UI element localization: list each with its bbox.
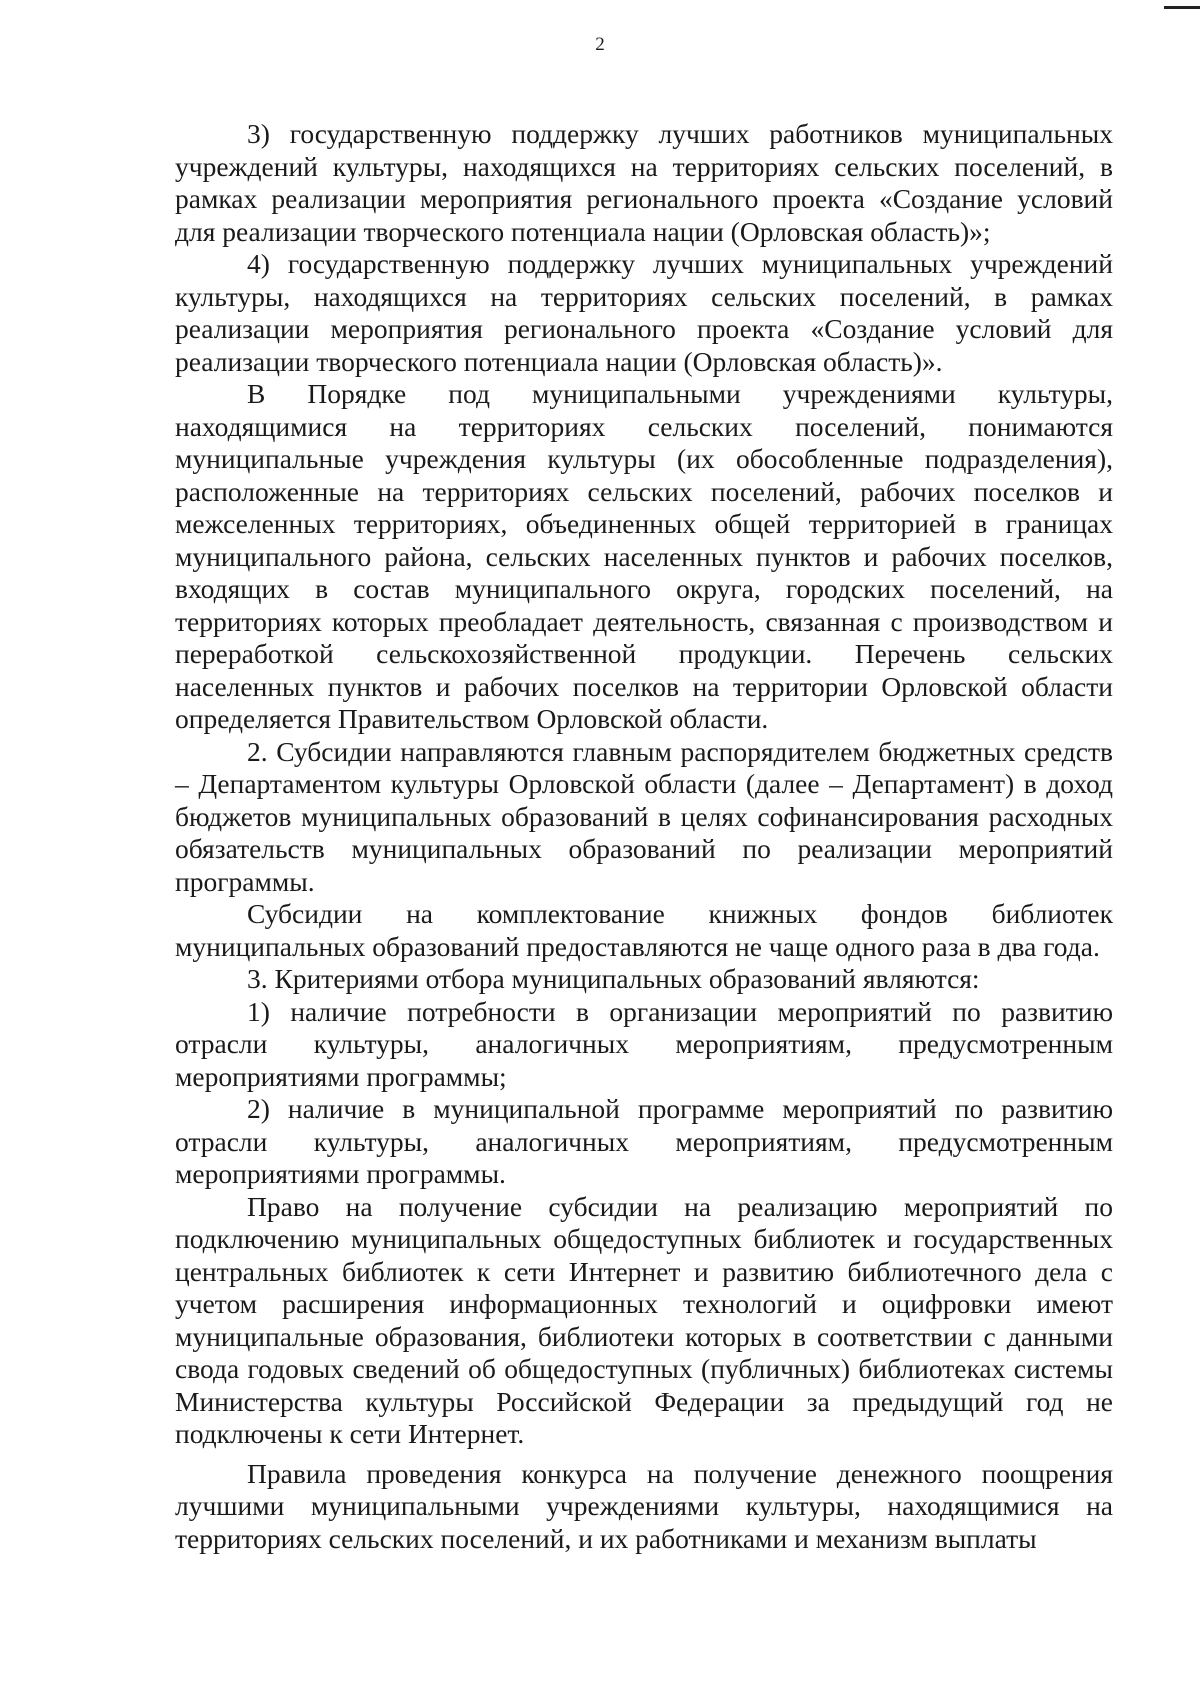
paragraph-section-2: 2. Субсидии направляются главным распорядителем бюджетных средств – Департаментом культуры Орловской области (далее – Департамент) в доход бюджетов муниципальных образований в целях софинансирования расходных обязательств муниципальных образований по реализации мероприятий программы. (175, 735, 1113, 897)
scan-edge-mark (1164, 6, 1200, 9)
paragraph-internet-right: Право на получение субсидии на реализацию мероприятий по подключению муниципальных общедоступных библиотек и государственных центральных библиотек к сети Интернет и развитию библиотечного дела с учетом расширения информационных технологий и оцифровки имеют муниципальные образования, библиотеки которых в соответствии с данными свода годовых сведений об общедоступных (публичных) библиотеках системы Министерства культуры Российской Федерации за предыдущий год не подключены к сети Интернет. (175, 1190, 1113, 1449)
page-number: 2 (595, 34, 605, 55)
paragraph-contest-rules: Правила проведения конкурса на получение денежного поощрения лучшими муниципальными учреждениями культуры, находящимися на территориях сельских поселений, и их работниками и механизм выплаты (175, 1457, 1113, 1554)
paragraph-criterion-1: 1) наличие потребности в организации мероприятий по развитию отрасли культуры, аналогичных мероприятиям, предусмотренным мероприятиями программы; (175, 995, 1113, 1092)
paragraph-criterion-2: 2) наличие в муниципальной программе мероприятий по развитию отрасли культуры, аналогичных мероприятиям, предусмотренным мероприятиями программы. (175, 1093, 1113, 1189)
paragraph-section-3: 3. Критериями отбора муниципальных образований являются: (247, 963, 980, 994)
paragraph-item-3: 3) государственную поддержку лучших работников муниципальных учреждений культуры, находящихся на территориях сельских поселений, в рамках реализации мероприятия регионального проекта «Создание условий для реализации творческого потенциала нации (Орловская область)»; (175, 118, 1113, 247)
paragraph-definition: В Порядке под муниципальными учреждениями культуры, находящимися на территориях сельских поселений, понимаются муниципальные учреждения культуры (их обособленные подразделения), расположенные на территориях сельских поселений, рабочих поселков и межселенных территориях, объединенных общей территорией в границах муниципального района, сельских населенных пунктов и рабочих поселков, входящих в состав муниципального округа, городских поселений, на территориях которых преобладает деятельность, связанная с производством и переработкой сельскохозяйственной продукции. Перечень сельских населенных пунктов и рабочих поселков на территории Орловской области определяется Правительством Орловской области. (175, 378, 1113, 734)
document-body (175, 118, 1113, 1555)
paragraph-book-funds: Субсидии на комплектование книжных фондов библиотек муниципальных образований предоставляются не чаще одного раза в два года. (175, 898, 1113, 962)
paragraph-item-4: 4) государственную поддержку лучших муниципальных учреждений культуры, находящихся на территориях сельских поселений, в рамках реализации мероприятия регионального проекта «Создание условий для реализации творческого потенциала нации (Орловская область)». (175, 248, 1113, 377)
